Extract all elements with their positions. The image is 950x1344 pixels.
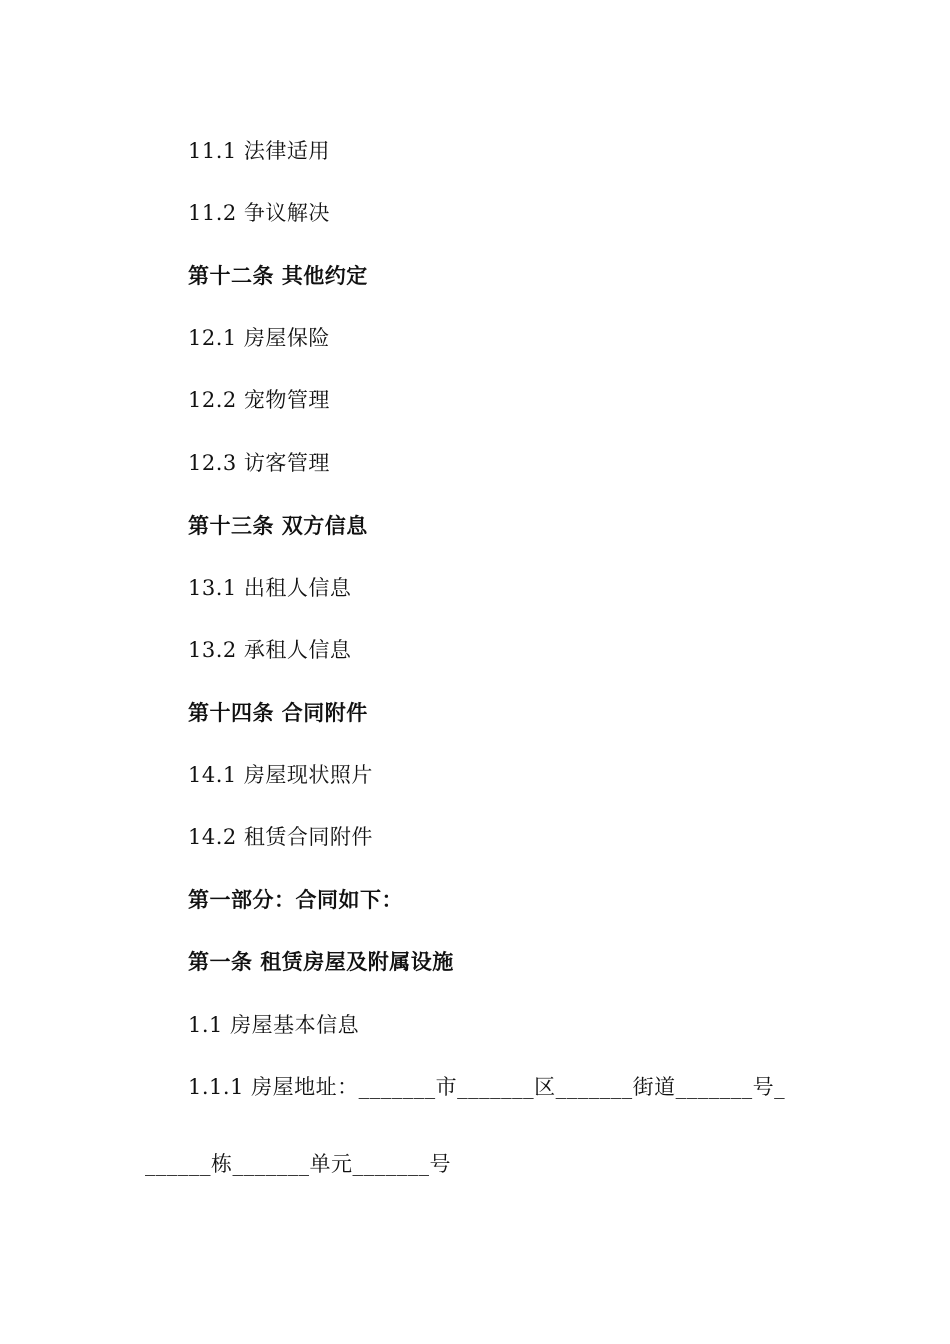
address-continuation: ______栋_______单元_______号	[145, 1152, 451, 1176]
clause-12-1: 12.1 房屋保险	[188, 326, 330, 350]
part-one-heading: 第一部分：合同如下：	[188, 888, 403, 912]
article-12-heading: 第十二条 其他约定	[188, 264, 368, 288]
clause-14-1: 14.1 房屋现状照片	[188, 763, 373, 787]
clause-11-2: 11.2 争议解决	[188, 201, 330, 225]
clause-12-2: 12.2 宠物管理	[188, 388, 330, 412]
clause-13-2: 13.2 承租人信息	[188, 638, 352, 662]
clause-12-3: 12.3 访客管理	[188, 451, 330, 475]
article-1-heading: 第一条 租赁房屋及附属设施	[188, 950, 454, 974]
clause-13-1: 13.1 出租人信息	[188, 576, 352, 600]
clause-1-1: 1.1 房屋基本信息	[188, 1013, 360, 1037]
clause-11-1: 11.1 法律适用	[188, 139, 330, 163]
clause-1-1-1-address: 1.1.1 房屋地址：_______市_______区_______街道_______号_	[188, 1075, 786, 1099]
article-14-heading: 第十四条 合同附件	[188, 701, 368, 725]
clause-14-2: 14.2 租赁合同附件	[188, 825, 373, 849]
article-13-heading: 第十三条 双方信息	[188, 514, 368, 538]
